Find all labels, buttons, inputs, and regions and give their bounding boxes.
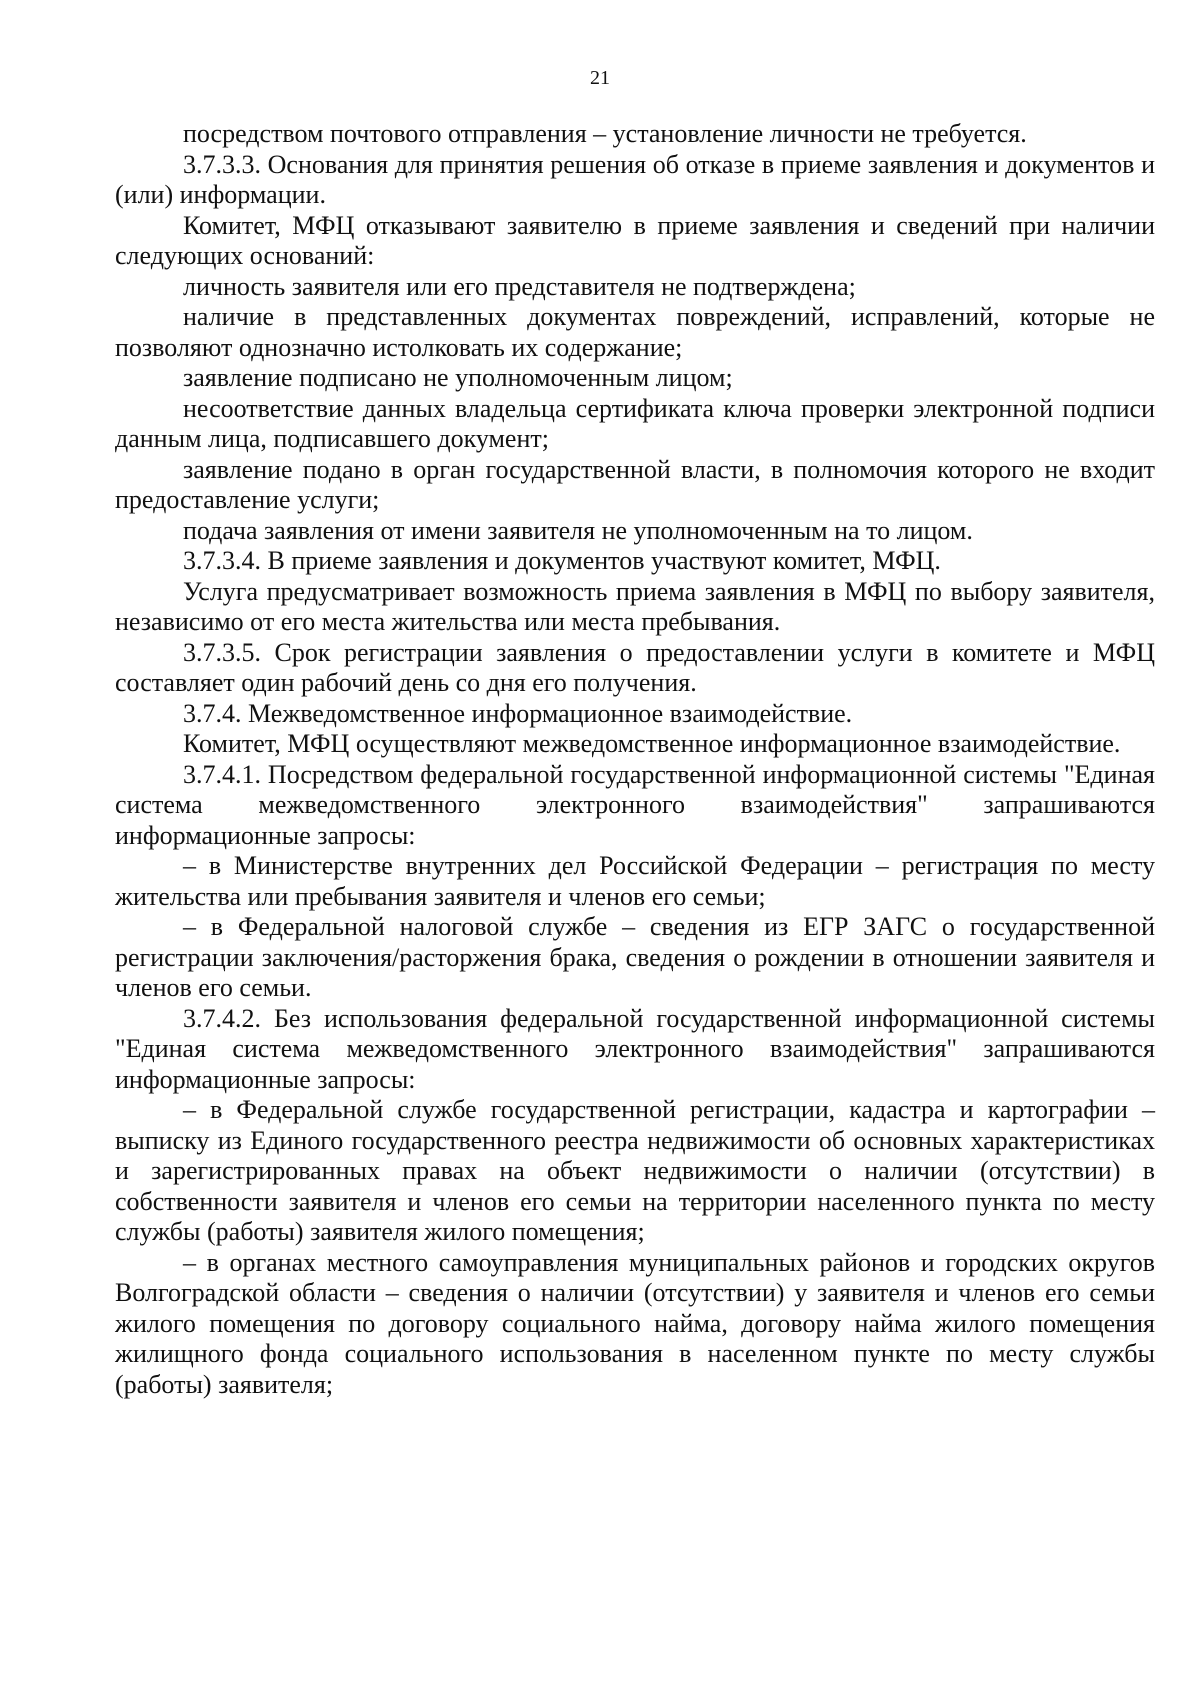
paragraph: – в Министерстве внутренних дел Российской Федерации – регистрация по месту жительства или пребывания заявителя и членов его семьи; [115, 851, 1155, 911]
paragraph: – в органах местного самоуправления муниципальных районов и городских округов Волгоградской области – сведения о наличии (отсутствии) у заявителя и членов его семьи жилого помещения по договору социального найма, договору найма жилого помещения жилищного фонда социального использования в населенном пункте по месту службы (работы) заявителя; [115, 1247, 1155, 1399]
paragraph: посредством почтового отправления – установление личности не требуется. [183, 119, 1027, 148]
paragraph: 3.7.4.1. Посредством федеральной государственной информационной системы "Единая система межведомственного электронного взаимодействия" запрашиваются информационные запросы: [115, 759, 1155, 850]
paragraph: – в Федеральной налоговой службе – сведения из ЕГР ЗАГС о государственной регистрации заключения/расторжения брака, сведения о рождении в отношении заявителя и членов его семьи. [115, 912, 1155, 1002]
paragraph: Комитет, МФЦ отказывают заявителю в приеме заявления и сведений при наличии следующих оснований: [115, 210, 1155, 270]
page-number: 21 [590, 67, 610, 89]
document-body [115, 119, 1155, 1400]
paragraph: заявление подписано не уполномоченным лицом; [183, 363, 733, 392]
paragraph: 3.7.3.4. В приеме заявления и документов участвуют комитет, МФЦ. [183, 546, 941, 575]
paragraph: Комитет, МФЦ осуществляют межведомственное информационное взаимодействие. [183, 729, 1121, 758]
paragraph: 3.7.4.2. Без использования федеральной государственной информационной системы "Единая система межведомственного электронного взаимодействия" запрашиваются информационные запросы: [115, 1003, 1155, 1094]
paragraph: 3.7.4. Межведомственное информационное взаимодействие. [183, 698, 853, 728]
paragraph: заявление подано в орган государственной власти, в полномочия которого не входит предоставление услуги; [115, 454, 1155, 514]
paragraph: 3.7.3.5. Срок регистрации заявления о предоставлении услуги в комитете и МФЦ составляет один рабочий день со дня его получения. [115, 637, 1155, 697]
paragraph: личность заявителя или его представителя не подтверждена; [183, 271, 856, 301]
paragraph: 3.7.3.3. Основания для принятия решения об отказе в приеме заявления и документов и (или) информации. [115, 149, 1155, 209]
paragraph: – в Федеральной службе государственной регистрации, кадастра и картографии – выписку из Единого государственного реестра недвижимости об основных характеристиках и зарегистрированных правах на объект недвижимости о наличии (отсутствии) в собственности заявителя и членов его семьи на территории населенного пункта по месту службы (работы) заявителя жилого помещения; [115, 1095, 1155, 1246]
paragraph: подача заявления от имени заявителя не уполномоченным на то лицом. [183, 515, 973, 545]
paragraph: наличие в представленных документах повреждений, исправлений, которые не позволяют однозначно истолковать их содержание; [115, 302, 1155, 362]
paragraph: Услуга предусматривает возможность приема заявления в МФЦ по выбору заявителя, независимо от его места жительства или места пребывания. [115, 576, 1155, 636]
paragraph: несоответствие данных владельца сертификата ключа проверки электронной подписи данным лица, подписавшего документ; [115, 393, 1155, 453]
